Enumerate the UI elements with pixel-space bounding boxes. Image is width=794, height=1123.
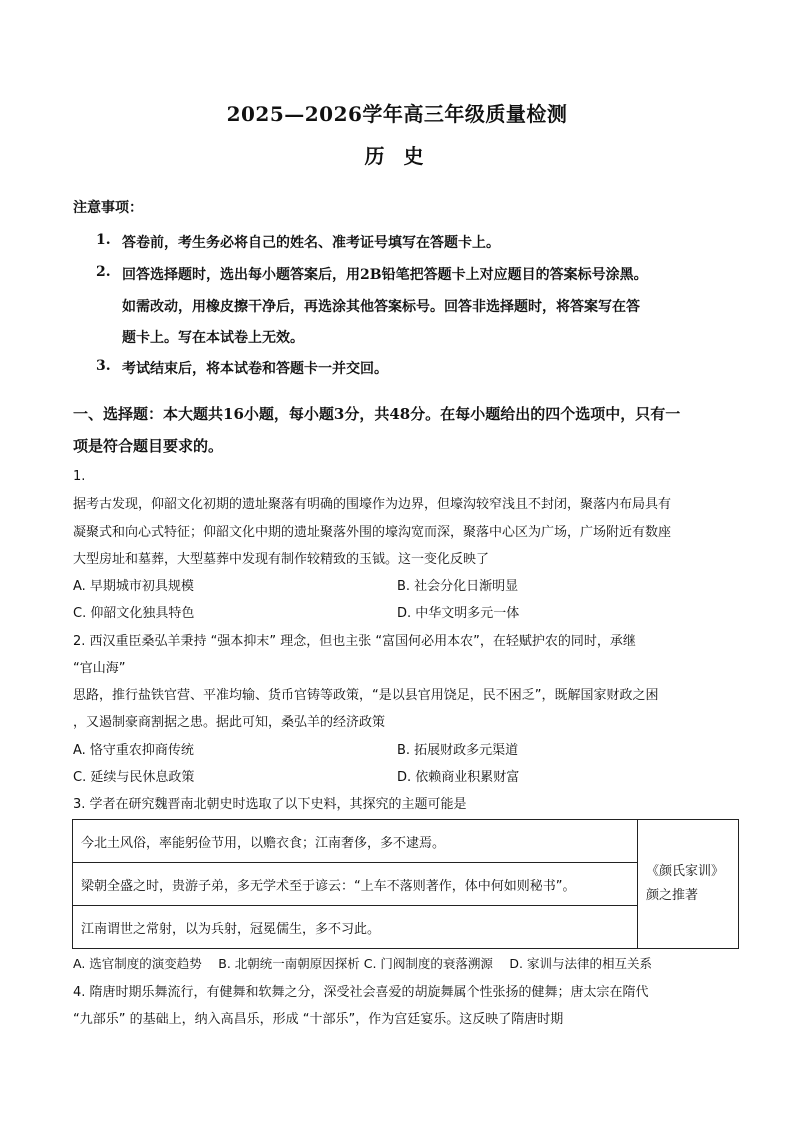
q4-stem-line-1: 4. 隋唐时期乐舞流行，有健舞和软舞之分，深受社会喜爱的胡旋舞属个性张扬的健舞；唐太宗在隋代 <box>73 985 649 1000</box>
q3-source-row-3: 江南谓世之常射，以为兵射，冠冕儒生，多不习此。 <box>73 906 638 949</box>
q3-source-row-2: 梁朝全盛之时，贵游子弟，多无学术至于谚云：“上车不落则著作，体中何如则秘书”。 <box>73 863 638 906</box>
q2-stem-line-4: ，又遏制豪商割据之患。据此可知，桑弘羊的经济政策 <box>73 715 386 730</box>
q2-stem-line-2: “官山海” <box>73 661 126 676</box>
notice-item-1-text: 答卷前，考生务必将自己的姓名、准考证号填写在答题卡上。 <box>122 235 500 251</box>
q1-option-c: C. 仰韶文化独具特色 <box>73 606 195 621</box>
notice-heading: 注意事项： <box>73 200 143 216</box>
notice-item-3-num: 3. <box>96 358 111 374</box>
q1-number: 1. <box>73 469 86 484</box>
q3-source-table <box>72 819 739 949</box>
q2-stem-line-3: 思路，推行盐铁官营、平准均输、货币官铸等政策，“是以县官用饶足，民不困乏”，既解国家财政之困 <box>73 688 659 703</box>
q1-option-a: A. 早期城市初具规模 <box>73 579 194 594</box>
q2-stem-line-1: 2. 西汉重臣桑弘羊秉持 “强本抑末” 理念，但也主张 “富国何必用本农”，在轻赋护农的同时，承继 <box>73 634 636 649</box>
q1-option-d: D. 中华文明多元一体 <box>397 606 520 621</box>
q1-stem-line-3: 大型房址和墓葬，大型墓葬中发现有制作较精致的玉钺。这一变化反映了 <box>73 552 490 567</box>
q2-option-d: D. 依赖商业积累财富 <box>397 770 520 785</box>
section-heading-line-1: 一、选择题：本大题共16小题，每小题3分，共48分。在每小题给出的四个选项中，只有一 <box>73 405 681 423</box>
q3-source-row-1: 今北土风俗，率能躬俭节用，以赡衣食；江南奢侈，多不逮焉。 <box>73 820 638 863</box>
notice-item-2-num: 2. <box>96 264 111 280</box>
q4-stem-line-2: “九部乐” 的基础上，纳入高昌乐，形成 “十部乐”，作为宫廷宴乐。这反映了隋唐时期 <box>73 1012 564 1027</box>
notice-item-2-line-1: 回答选择题时，选出每小题答案后，用2B铅笔把答题卡上对应题目的答案标号涂黑。 <box>122 267 648 283</box>
notice-item-1-num: 1. <box>96 232 111 248</box>
q2-option-c: C. 延续与民休息政策 <box>73 770 195 785</box>
q2-option-a: A. 恪守重农抑商传统 <box>73 743 194 758</box>
q3-source-author: 颜之推著 <box>646 888 699 903</box>
section-heading-line-2: 项是符合题目要求的。 <box>73 437 224 455</box>
q1-stem-line-2: 凝聚式和向心式特征；仰韶文化中期的遗址聚落外围的壕沟宽而深，聚落中心区为广场，广场附近有数座 <box>73 525 672 540</box>
q2-option-b: B. 拓展财政多元渠道 <box>397 743 519 758</box>
q3-options: A. 选官制度的演变趋势 B. 北朝统一南朝原因探析 C. 门阀制度的衰落溯源 D. 家训与法律的相互关系 <box>73 956 652 971</box>
q3-stem: 3. 学者在研究魏晋南北朝史时选取了以下史料，其探究的主题可能是 <box>73 797 467 812</box>
q1-option-b: B. 社会分化日渐明显 <box>397 579 519 594</box>
notice-item-2-line-2: 如需改动，用橡皮擦干净后，再选涂其他答案标号。回答非选择题时，将答案写在答 <box>122 299 640 315</box>
q1-stem-line-1: 据考古发现，仰韶文化初期的遗址聚落有明确的围壕作为边界，但壕沟较窄浅且不封闭，聚落内布局具有 <box>73 497 672 512</box>
q3-source-citation <box>638 820 739 949</box>
exam-title: 2025—2026学年高三年级质量检测 <box>226 102 568 126</box>
notice-item-3-text: 考试结束后，将本试卷和答题卡一并交回。 <box>122 361 388 377</box>
notice-item-2-line-3: 题卡上。写在本试卷上无效。 <box>122 330 304 346</box>
subject-title: 历 史 <box>364 144 430 168</box>
q3-source-book: 《颜氏家训》 <box>646 864 725 879</box>
table-row <box>73 820 739 863</box>
